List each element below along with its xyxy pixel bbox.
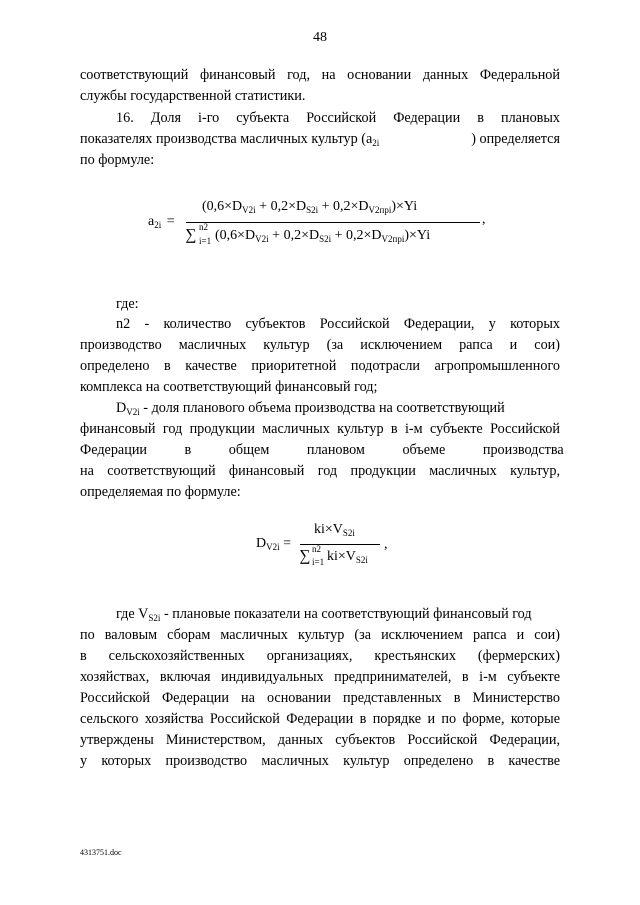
formula2-equals: =: [283, 536, 292, 551]
text-fragment: где V: [116, 606, 149, 622]
denominator-part: (0,6×D: [215, 228, 256, 243]
text-line: на соответствующий финансовый год продукции масличных культур,: [80, 463, 560, 479]
subscript: V2пpi: [368, 205, 392, 215]
denominator-part: + 0,2×D: [268, 228, 320, 243]
formula2-denominator: [327, 549, 368, 565]
sum-lower-limit: i=1: [312, 557, 325, 567]
text-line: по формуле:: [80, 152, 155, 168]
formula2-lhs: [256, 536, 291, 552]
numerator-part: )×Yi: [391, 199, 418, 214]
denominator-part: + 0,2×D: [331, 228, 382, 243]
denominator-part: )×Yi: [404, 228, 431, 243]
subscript: S2i: [148, 613, 161, 623]
formula2-numerator: [314, 522, 355, 538]
denominator-part: ki×V: [327, 549, 356, 564]
formula2-comma: ,: [384, 537, 388, 552]
text-line: 16. Доля i-го субъекта Российской Федерации в плановых: [116, 110, 560, 126]
text-line: производство масличных культур (за исключением рапса и сои): [80, 337, 560, 353]
formula2-lhs-subscript: V2i: [266, 542, 280, 552]
text-fragment: - плановые показатели на соответствующий финансовый год: [160, 606, 532, 622]
subscript: S2i: [342, 528, 355, 538]
text-line: хозяйствах, включая индивидуальных предпринимателей, в i-м субъекте: [80, 669, 560, 685]
sum-sign: ∑: [185, 226, 197, 245]
text-line: комплекса на соответствующий финансовый год;: [80, 379, 378, 395]
formula1-equals: =: [166, 214, 175, 229]
formula1-numerator: [202, 199, 417, 215]
sum-sign: ∑: [299, 547, 311, 566]
subscript: V2пpi: [381, 234, 405, 244]
text-fragment: - доля планового объема производства на соответствующий: [139, 400, 505, 416]
text-line: по валовым сборам масличных культур (за исключением рапса и сои): [80, 627, 560, 643]
numerator-part: + 0,2×D: [318, 199, 369, 214]
text-line: [116, 605, 560, 623]
text-line: [80, 130, 560, 148]
formula1-denominator-body: [215, 228, 430, 244]
text-line: сельского хозяйства Российской Федерации в порядке и по форме, которые: [80, 711, 560, 727]
subscript: S2i: [306, 205, 319, 215]
text-line: [116, 399, 560, 417]
text-line: у которых производство масличных культур определено в качестве: [80, 753, 560, 769]
sum-upper-limit: n2: [199, 222, 208, 232]
numerator-part: + 0,2×D: [255, 199, 307, 214]
subscript: 2i: [372, 138, 380, 148]
text-fragment: D: [116, 400, 127, 416]
subscript: S2i: [319, 234, 332, 244]
text-line: определяемая по формуле:: [80, 484, 241, 500]
subscript: V2i: [126, 407, 140, 417]
text-line: финансовый год продукции масличных культур в i-м субъекте Российской: [80, 421, 560, 437]
subscript: V2i: [255, 234, 269, 244]
subscript: V2i: [242, 205, 256, 215]
page-number: 48: [313, 30, 327, 45]
text-line: определено в качестве приоритетной подотрасли агропромышленного: [80, 358, 560, 374]
subscript: S2i: [355, 555, 368, 565]
document-filename: 4313751.doc: [80, 848, 122, 857]
text-line: Федерации в общем плановом объеме производства: [80, 442, 564, 458]
formula1-comma: ,: [482, 212, 486, 227]
formula1-lhs-subscript: 2i: [154, 220, 162, 230]
formula1-denominator: [186, 228, 196, 244]
formula1-lhs-symbol: a: [148, 214, 155, 229]
text-line: в сельскохозяйственных организациях, крестьянских (фермерских): [80, 648, 560, 664]
numerator-part: ki×V: [314, 522, 343, 537]
formula2-sum-sign: [300, 549, 310, 565]
text-line: Российской Федерации на основании представленных в Министерство: [80, 690, 560, 706]
text-line: n2 - количество субъектов Российской Федерации, у которых: [116, 316, 560, 332]
text-line: где:: [116, 296, 139, 312]
text-fragment: показателях производства масличных культур (a: [80, 131, 373, 147]
text-fragment: ) определяется: [471, 131, 560, 147]
sum-lower-limit: i=1: [199, 236, 212, 246]
formula1-lhs: [148, 214, 175, 230]
numerator-part: (0,6×D: [202, 199, 243, 214]
fraction-bar: [186, 222, 480, 223]
formula2-lhs-symbol: D: [256, 536, 267, 551]
text-line: утверждены Министерством, данных субъектов Российской Федерации,: [80, 732, 560, 748]
text-line: службы государственной статистики.: [80, 88, 306, 104]
sum-upper-limit: n2: [312, 544, 321, 554]
text-line: соответствующий финансовый год, на основании данных Федеральной: [80, 67, 560, 83]
